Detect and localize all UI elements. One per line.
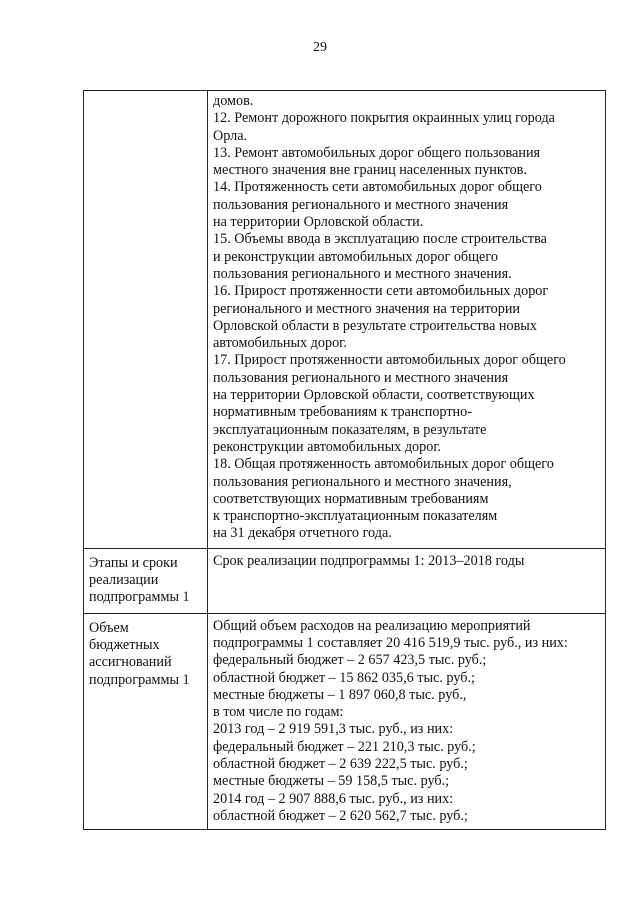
text-line: Орловской области в результате строительства новых [213, 317, 537, 334]
row-label-line: ассигнований [89, 654, 172, 671]
text-line: 16. Прирост протяженности сети автомобильных дорог [213, 283, 549, 300]
text-line: федеральный бюджет – 221 210,3 тыс. руб.; [213, 738, 476, 755]
subprogram-passport-table [83, 90, 606, 830]
row-content-cell [208, 613, 606, 830]
text-line: 2014 год – 2 907 888,6 тыс. руб., из них: [213, 790, 454, 807]
text-line: областной бюджет – 2 620 562,7 тыс. руб.; [213, 807, 468, 824]
text-line: 12. Ремонт дорожного покрытия окраинных улиц города [213, 110, 555, 127]
text-line: и реконструкции автомобильных дорог общего [213, 248, 498, 265]
text-line: на территории Орловской области. [213, 214, 424, 231]
text-line: автомобильных дорог. [213, 335, 347, 352]
text-line: местного значения вне границ населенных пунктов. [213, 162, 527, 179]
row-label-line: Этапы и сроки [89, 554, 178, 571]
text-line: пользования регионального и местного значения, [213, 473, 512, 490]
text-line: нормативным требованиям к транспортно- [213, 404, 472, 421]
text-line: регионального и местного значения на территории [213, 300, 521, 317]
row-label-cell [84, 613, 208, 830]
row-label-line: Объем [89, 619, 129, 636]
text-line: на территории Орловской области, соответствующих [213, 387, 535, 404]
text-line: на 31 декабря отчетного года. [213, 525, 392, 542]
page-number: 29 [313, 40, 327, 55]
text-line: областной бюджет – 15 862 035,6 тыс. руб.; [213, 669, 475, 686]
table-row-budget [84, 613, 606, 830]
text-line: Срок реализации подпрограммы 1: 2013–2018 годы [213, 552, 525, 569]
text-line: федеральный бюджет – 2 657 423,5 тыс. руб.; [213, 652, 487, 669]
text-line: местные бюджеты – 59 158,5 тыс. руб.; [213, 773, 450, 790]
text-line: областной бюджет – 2 639 222,5 тыс. руб.; [213, 755, 468, 772]
text-line: 15. Объемы ввода в эксплуатацию после строительства [213, 231, 547, 248]
row-label-line: бюджетных [89, 636, 160, 653]
text-line: 14. Протяженность сети автомобильных дорог общего [213, 179, 542, 196]
row-content-cell [208, 548, 606, 613]
text-line: домов. [213, 93, 254, 109]
text-line: 18. Общая протяженность автомобильных дорог общего [213, 456, 554, 473]
text-line: 2013 год – 2 919 591,3 тыс. руб., из них: [213, 721, 454, 738]
table-row-stages [84, 548, 606, 613]
text-line: реконструкции автомобильных дорог. [213, 438, 442, 455]
text-line: в том числе по годам: [213, 704, 344, 721]
text-line: пользования регионального и местного значения. [213, 265, 512, 282]
text-line: местные бюджеты – 1 897 060,8 тыс. руб., [213, 686, 467, 703]
row-label-line: подпрограммы 1 [89, 589, 190, 606]
text-line: пользования регионального и местного значения [213, 369, 509, 386]
row-label-line: подпрограммы 1 [89, 671, 190, 688]
table-row-indicators [84, 91, 606, 549]
text-line: соответствующих нормативным требованиям [213, 490, 489, 507]
text-line: 13. Ремонт автомобильных дорог общего пользования [213, 144, 541, 161]
text-line: подпрограммы 1 составляет 20 416 519,9 тыс. руб., из них: [213, 634, 568, 651]
text-line: пользования регионального и местного значения [213, 196, 509, 213]
text-line: эксплуатационным показателям, в результате [213, 421, 487, 438]
text-line: Общий объем расходов на реализацию мероприятий [213, 617, 531, 634]
text-line: Орла. [213, 127, 248, 144]
row-label-cell [84, 548, 208, 613]
text-line: к транспортно-эксплуатационным показателям [213, 508, 498, 525]
row-content-cell [208, 91, 606, 549]
row-label-line: реализации [89, 572, 159, 589]
text-line: 17. Прирост протяженности автомобильных дорог общего [213, 352, 566, 369]
row-label-cell [84, 91, 208, 549]
